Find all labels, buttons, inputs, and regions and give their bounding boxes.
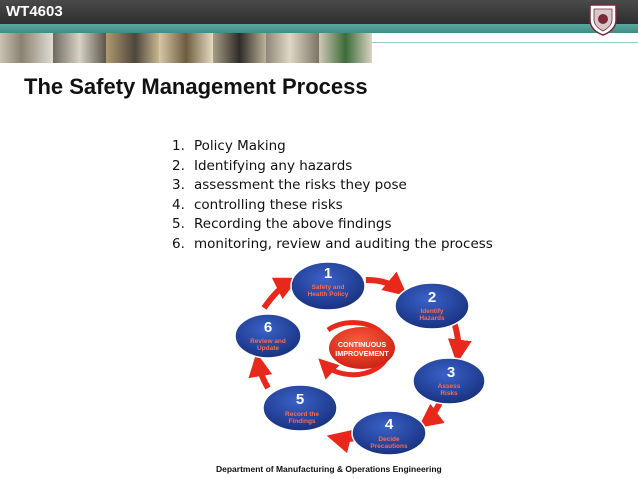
node-number: 5 [295,391,305,408]
node-number: 6 [263,319,273,336]
step-text: controlling these risks [194,196,343,213]
continuous-improvement-hub [324,323,395,375]
header-accent-bar [0,24,638,33]
node-label-line: Findings [288,418,316,425]
machine-photo [159,33,212,63]
node-label-line: Assess [437,383,461,390]
list-item [172,138,493,158]
step-text: Identifying any hazards [194,157,353,174]
header-rule [372,42,638,43]
step-number: 6. [172,235,185,252]
node-label-line: Identify [420,308,444,315]
machine-photo [106,33,159,63]
cycle-node-1 [291,262,365,310]
list-item [172,197,493,217]
step-number: 1. [172,138,185,154]
step-number: 5. [172,216,185,233]
node-label-line: Review and [250,338,286,345]
footer-department: Department of Manufacturing & Operations Engineering [216,464,442,474]
step-text: assessment the risks they pose [194,177,407,194]
cycle-node-2 [395,283,469,329]
hub-label-line: IMPROVEMENT [335,349,389,358]
cycle-node-6 [235,314,301,358]
node-number: 3 [446,364,456,381]
node-number: 4 [384,416,394,433]
step-number: 4. [172,196,185,213]
node-label-line: Safety and [311,284,345,291]
node-label-line: Decide [378,436,400,443]
step-text: Recording the above findings [194,216,392,233]
node-label-line: Update [256,345,280,352]
arrow-6-to-1 [264,282,290,308]
module-code: WT4603 [6,3,63,20]
list-item [172,177,493,197]
arrow-5-to-6 [258,362,268,388]
cycle-node-5 [263,385,337,431]
cycle-node-4 [352,411,426,455]
step-text: Policy Making [194,138,286,154]
machine-photo [213,33,266,63]
node-label-line: Hazards [419,315,445,322]
node-label-line: Record the [285,411,319,418]
workshop-photo-strip [0,33,372,63]
machine-photo [266,33,319,63]
list-item [172,236,493,256]
step-number: 3. [172,177,185,194]
node-label-line: Precautions [370,443,408,450]
step-text: monitoring, review and auditing the process [194,235,493,252]
machine-photo [53,33,106,63]
university-crest-icon [586,2,620,36]
machine-photo [319,33,372,63]
node-number: 1 [323,265,333,282]
node-label-line: Risks [440,390,458,397]
process-steps-list [172,138,493,256]
list-item [172,158,493,178]
node-label-line: Health Policy [307,291,349,298]
cycle-node-3 [413,358,485,404]
slide-title: The Safety Management Process [24,74,368,99]
node-number: 2 [427,289,437,306]
list-item [172,216,493,236]
machine-photo [0,33,53,63]
hub-label-line: CONTINUOUS [337,340,387,349]
step-number: 2. [172,157,185,174]
safety-management-cycle-diagram [228,258,492,458]
header-bar [0,0,638,24]
arrow-1-to-2 [366,280,400,290]
